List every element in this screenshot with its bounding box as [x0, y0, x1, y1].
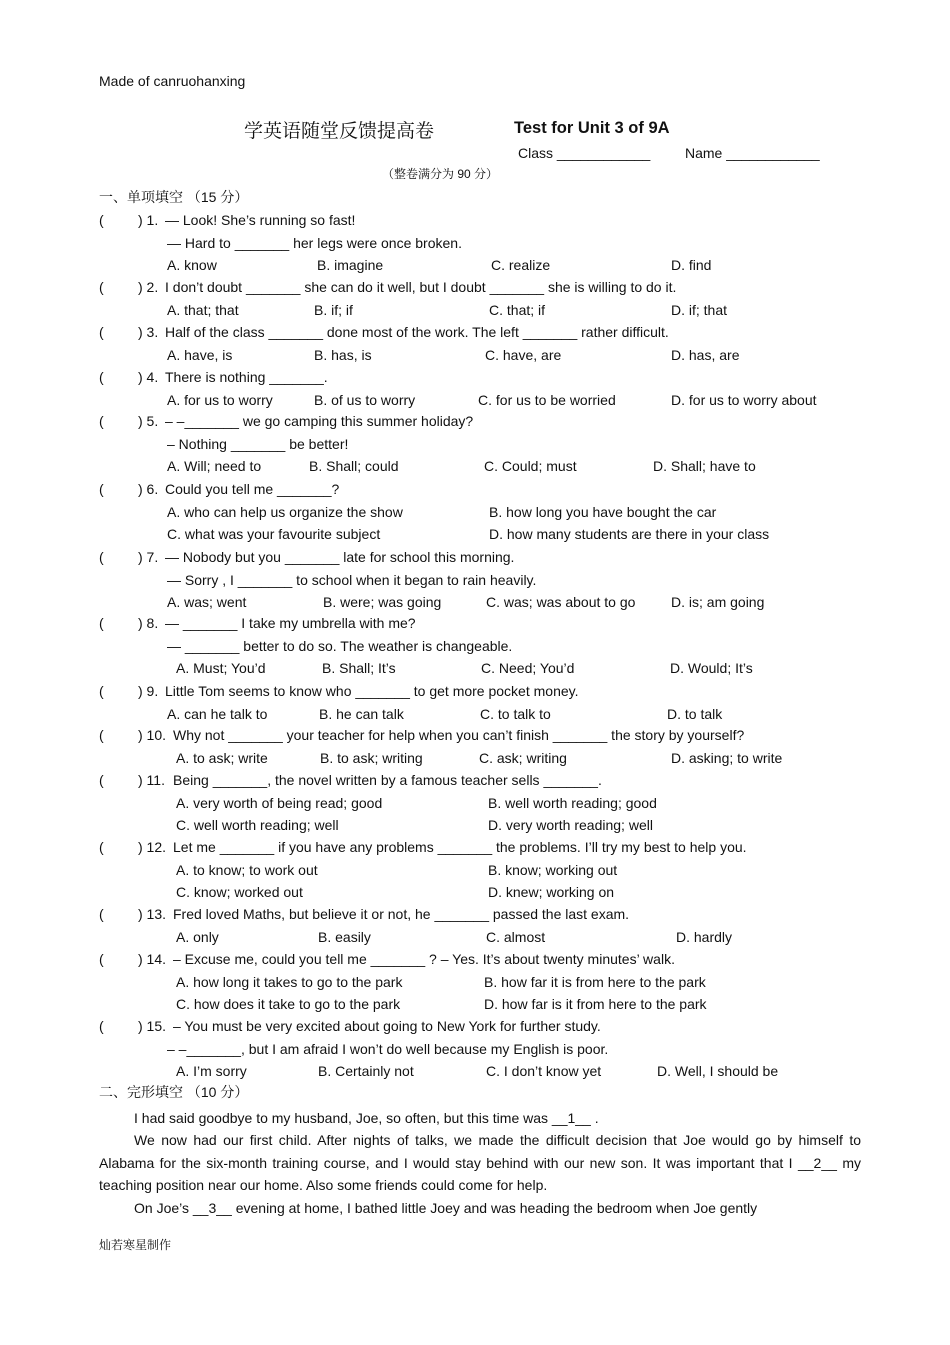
- answer-option: C. how does it take to go to the park: [176, 996, 401, 1012]
- answer-option: B. of us to worry: [314, 391, 416, 408]
- answer-option: C. Could; must: [484, 458, 577, 474]
- answer-option: A. can he talk to: [167, 705, 268, 722]
- answer-option: B. he can talk: [319, 705, 404, 722]
- question-paren: (: [99, 212, 104, 228]
- answer-option: D. very worth reading; well: [488, 817, 653, 833]
- answer-option: A. who can help us organize the show: [167, 503, 403, 520]
- answer-option: A. only: [176, 928, 219, 945]
- answer-option: B. to ask; writing: [320, 749, 423, 766]
- answer-option: C. well worth reading; well: [176, 817, 339, 833]
- question-stem-line: – Excuse me, could you tell me _______ ? – Yes. It’s about twenty minutes’ walk.: [173, 951, 675, 967]
- answer-option: A. that; that: [167, 301, 239, 318]
- name-field: Name ____________: [685, 145, 820, 161]
- question-number: ) 8.: [138, 615, 159, 631]
- cloze-paragraph-2: We now had our first child. After nights of talks, we made the difficult decision that Joe would go by himself to Alabama for the six-month training course, and I would stay behind with our new son. It was important that I __2__ my teaching position near our home. Also some friends could come for help.: [99, 1132, 861, 1193]
- answer-option: D. find: [671, 257, 712, 273]
- question-number: ) 6.: [138, 481, 159, 497]
- question-paren: (: [99, 1018, 104, 1034]
- answer-option: A. have, is: [167, 346, 233, 363]
- question-stem-line: There is nothing _______.: [165, 369, 328, 385]
- answer-option: B. how far it is from here to the park: [484, 973, 706, 990]
- answer-option: A. know: [167, 257, 217, 273]
- question-number: ) 12.: [138, 839, 167, 855]
- title-chinese: 学英语随堂反馈提高卷: [244, 120, 435, 142]
- answer-option: D. how far is it from here to the park: [484, 996, 707, 1012]
- answer-option: D. how many students are there in your class: [489, 526, 770, 542]
- question-number: ) 14.: [138, 951, 167, 967]
- answer-option: D. for us to worry about: [671, 391, 817, 408]
- section2-title: 二、完形填空 （10 分）: [99, 1084, 249, 1100]
- section1-title: 一、单项填空 （15 分）: [99, 189, 249, 205]
- question-paren: (: [99, 413, 104, 429]
- question-number: ) 2.: [138, 279, 159, 295]
- question-number: ) 3.: [138, 324, 159, 340]
- question-paren: (: [99, 727, 104, 743]
- question-stem-line: – Nothing _______ be better!: [167, 435, 349, 452]
- answer-option: C. that; if: [489, 301, 546, 318]
- answer-option: B. if; if: [314, 301, 353, 318]
- question-stem-line: Being _______, the novel written by a famous teacher sells _______.: [173, 772, 602, 788]
- question-paren: (: [99, 951, 104, 967]
- question-stem-line: — Look! She’s running so fast!: [165, 212, 356, 228]
- cloze-paragraph-3: On Joe’s __3__ evening at home, I bathed little Joey and was heading the bedroom when Joe gently: [134, 1200, 758, 1216]
- answer-option: C. Need; You’d: [481, 660, 575, 676]
- answer-option: A. very worth of being read; good: [176, 794, 383, 811]
- question-stem-line: — Nobody but you _______ late for school this morning.: [165, 549, 515, 565]
- question-stem-line: – –_______, but I am afraid I won’t do well because my English is poor.: [167, 1040, 609, 1057]
- question-stem-line: — Hard to _______ her legs were once broken.: [167, 234, 462, 251]
- answer-option: A. for us to worry: [167, 391, 273, 408]
- title-english: Test for Unit 3 of 9A: [514, 119, 670, 137]
- question-paren: (: [99, 683, 104, 699]
- score-note: （整卷满分为 90 分）: [382, 167, 499, 181]
- question-number: ) 13.: [138, 906, 167, 922]
- question-number: ) 9.: [138, 683, 159, 699]
- answer-option: D. knew; working on: [488, 884, 615, 900]
- question-paren: (: [99, 839, 104, 855]
- answer-option: B. imagine: [317, 257, 384, 273]
- answer-option: D. Would; It’s: [670, 660, 753, 676]
- question-stem-line: Little Tom seems to know who _______ to get more pocket money.: [165, 683, 579, 699]
- answer-option: C. almost: [486, 928, 546, 945]
- question-stem-line: Could you tell me _______?: [165, 481, 340, 497]
- question-paren: (: [99, 324, 104, 340]
- question-number: ) 11.: [138, 772, 165, 788]
- answer-option: B. Certainly not: [318, 1063, 414, 1079]
- answer-option: A. to ask; write: [176, 749, 268, 766]
- answer-option: A. Will; need to: [167, 458, 262, 474]
- answer-option: A. I’m sorry: [176, 1063, 247, 1079]
- question-paren: (: [99, 481, 104, 497]
- answer-option: C. what was your favourite subject: [167, 526, 381, 542]
- answer-option: D. if; that: [671, 301, 728, 318]
- answer-option: A. to know; to work out: [176, 861, 318, 878]
- question-stem-line: — _______ better to do so. The weather is changeable.: [167, 637, 513, 654]
- answer-option: C. I don’t know yet: [486, 1063, 602, 1079]
- header-made-of: Made of canruohanxing: [99, 73, 246, 89]
- answer-option: B. has, is: [314, 346, 372, 363]
- cloze-paragraph-1: I had said goodbye to my husband, Joe, so often, but this time was __1__ .: [134, 1110, 599, 1126]
- question-paren: (: [99, 369, 104, 385]
- question-number: ) 10.: [138, 727, 167, 743]
- answer-option: B. how long you have bought the car: [489, 503, 717, 520]
- answer-option: C. was; was about to go: [486, 594, 636, 610]
- footer-text: 灿若寒星制作: [99, 1238, 172, 1252]
- answer-option: D. has, are: [671, 346, 740, 363]
- question-stem-line: — Sorry , I _______ to school when it began to rain heavily.: [167, 571, 537, 588]
- answer-option: A. Must; You’d: [176, 660, 266, 676]
- question-stem-line: – –_______ we go camping this summer holiday?: [165, 413, 474, 429]
- answer-option: B. Shall; It’s: [322, 660, 396, 676]
- answer-option: D. hardly: [676, 928, 733, 945]
- answer-option: A. how long it takes to go to the park: [176, 973, 403, 990]
- question-stem-line: Why not _______ your teacher for help when you can’t finish _______ the story by yourself?: [173, 727, 745, 743]
- question-stem-line: I don’t doubt _______ she can do it well, but I doubt _______ she is willing to do it.: [165, 279, 677, 295]
- answer-option: D. Shall; have to: [653, 458, 756, 474]
- question-number: ) 4.: [138, 369, 159, 385]
- question-paren: (: [99, 549, 104, 565]
- answer-option: C. for us to be worried: [478, 391, 616, 408]
- answer-option: D. to talk: [667, 705, 723, 722]
- question-stem-line: — _______ I take my umbrella with me?: [165, 615, 416, 631]
- answer-option: D. is; am going: [671, 594, 765, 610]
- answer-option: B. know; working out: [488, 861, 618, 878]
- question-number: ) 5.: [138, 413, 159, 429]
- answer-option: D. asking; to write: [671, 749, 783, 766]
- question-paren: (: [99, 279, 104, 295]
- answer-option: C. to talk to: [480, 705, 551, 722]
- question-number: ) 15.: [138, 1018, 167, 1034]
- answer-option: B. easily: [318, 928, 371, 945]
- question-paren: (: [99, 772, 104, 788]
- question-number: ) 1.: [138, 212, 159, 228]
- answer-option: C. realize: [491, 257, 551, 273]
- question-number: ) 7.: [138, 549, 159, 565]
- answer-option: D. Well, I should be: [657, 1063, 779, 1079]
- question-stem-line: Let me _______ if you have any problems _______ the problems. I’ll try my best to help you.: [173, 839, 747, 855]
- answer-option: B. Shall; could: [309, 458, 399, 474]
- question-stem-line: Half of the class _______ done most of the work. The left _______ rather difficult.: [165, 324, 669, 340]
- answer-option: A. was; went: [167, 594, 247, 610]
- question-stem-line: – You must be very excited about going to New York for further study.: [173, 1018, 601, 1034]
- answer-option: C. know; worked out: [176, 884, 303, 900]
- class-field: Class ____________: [518, 145, 651, 161]
- question-paren: (: [99, 906, 104, 922]
- question-stem-line: Fred loved Maths, but believe it or not, he _______ passed the last exam.: [173, 906, 630, 922]
- question-paren: (: [99, 615, 104, 631]
- answer-option: B. were; was going: [323, 594, 442, 610]
- answer-option: C. have, are: [485, 346, 562, 363]
- answer-option: B. well worth reading; good: [488, 794, 657, 811]
- answer-option: C. ask; writing: [479, 749, 567, 766]
